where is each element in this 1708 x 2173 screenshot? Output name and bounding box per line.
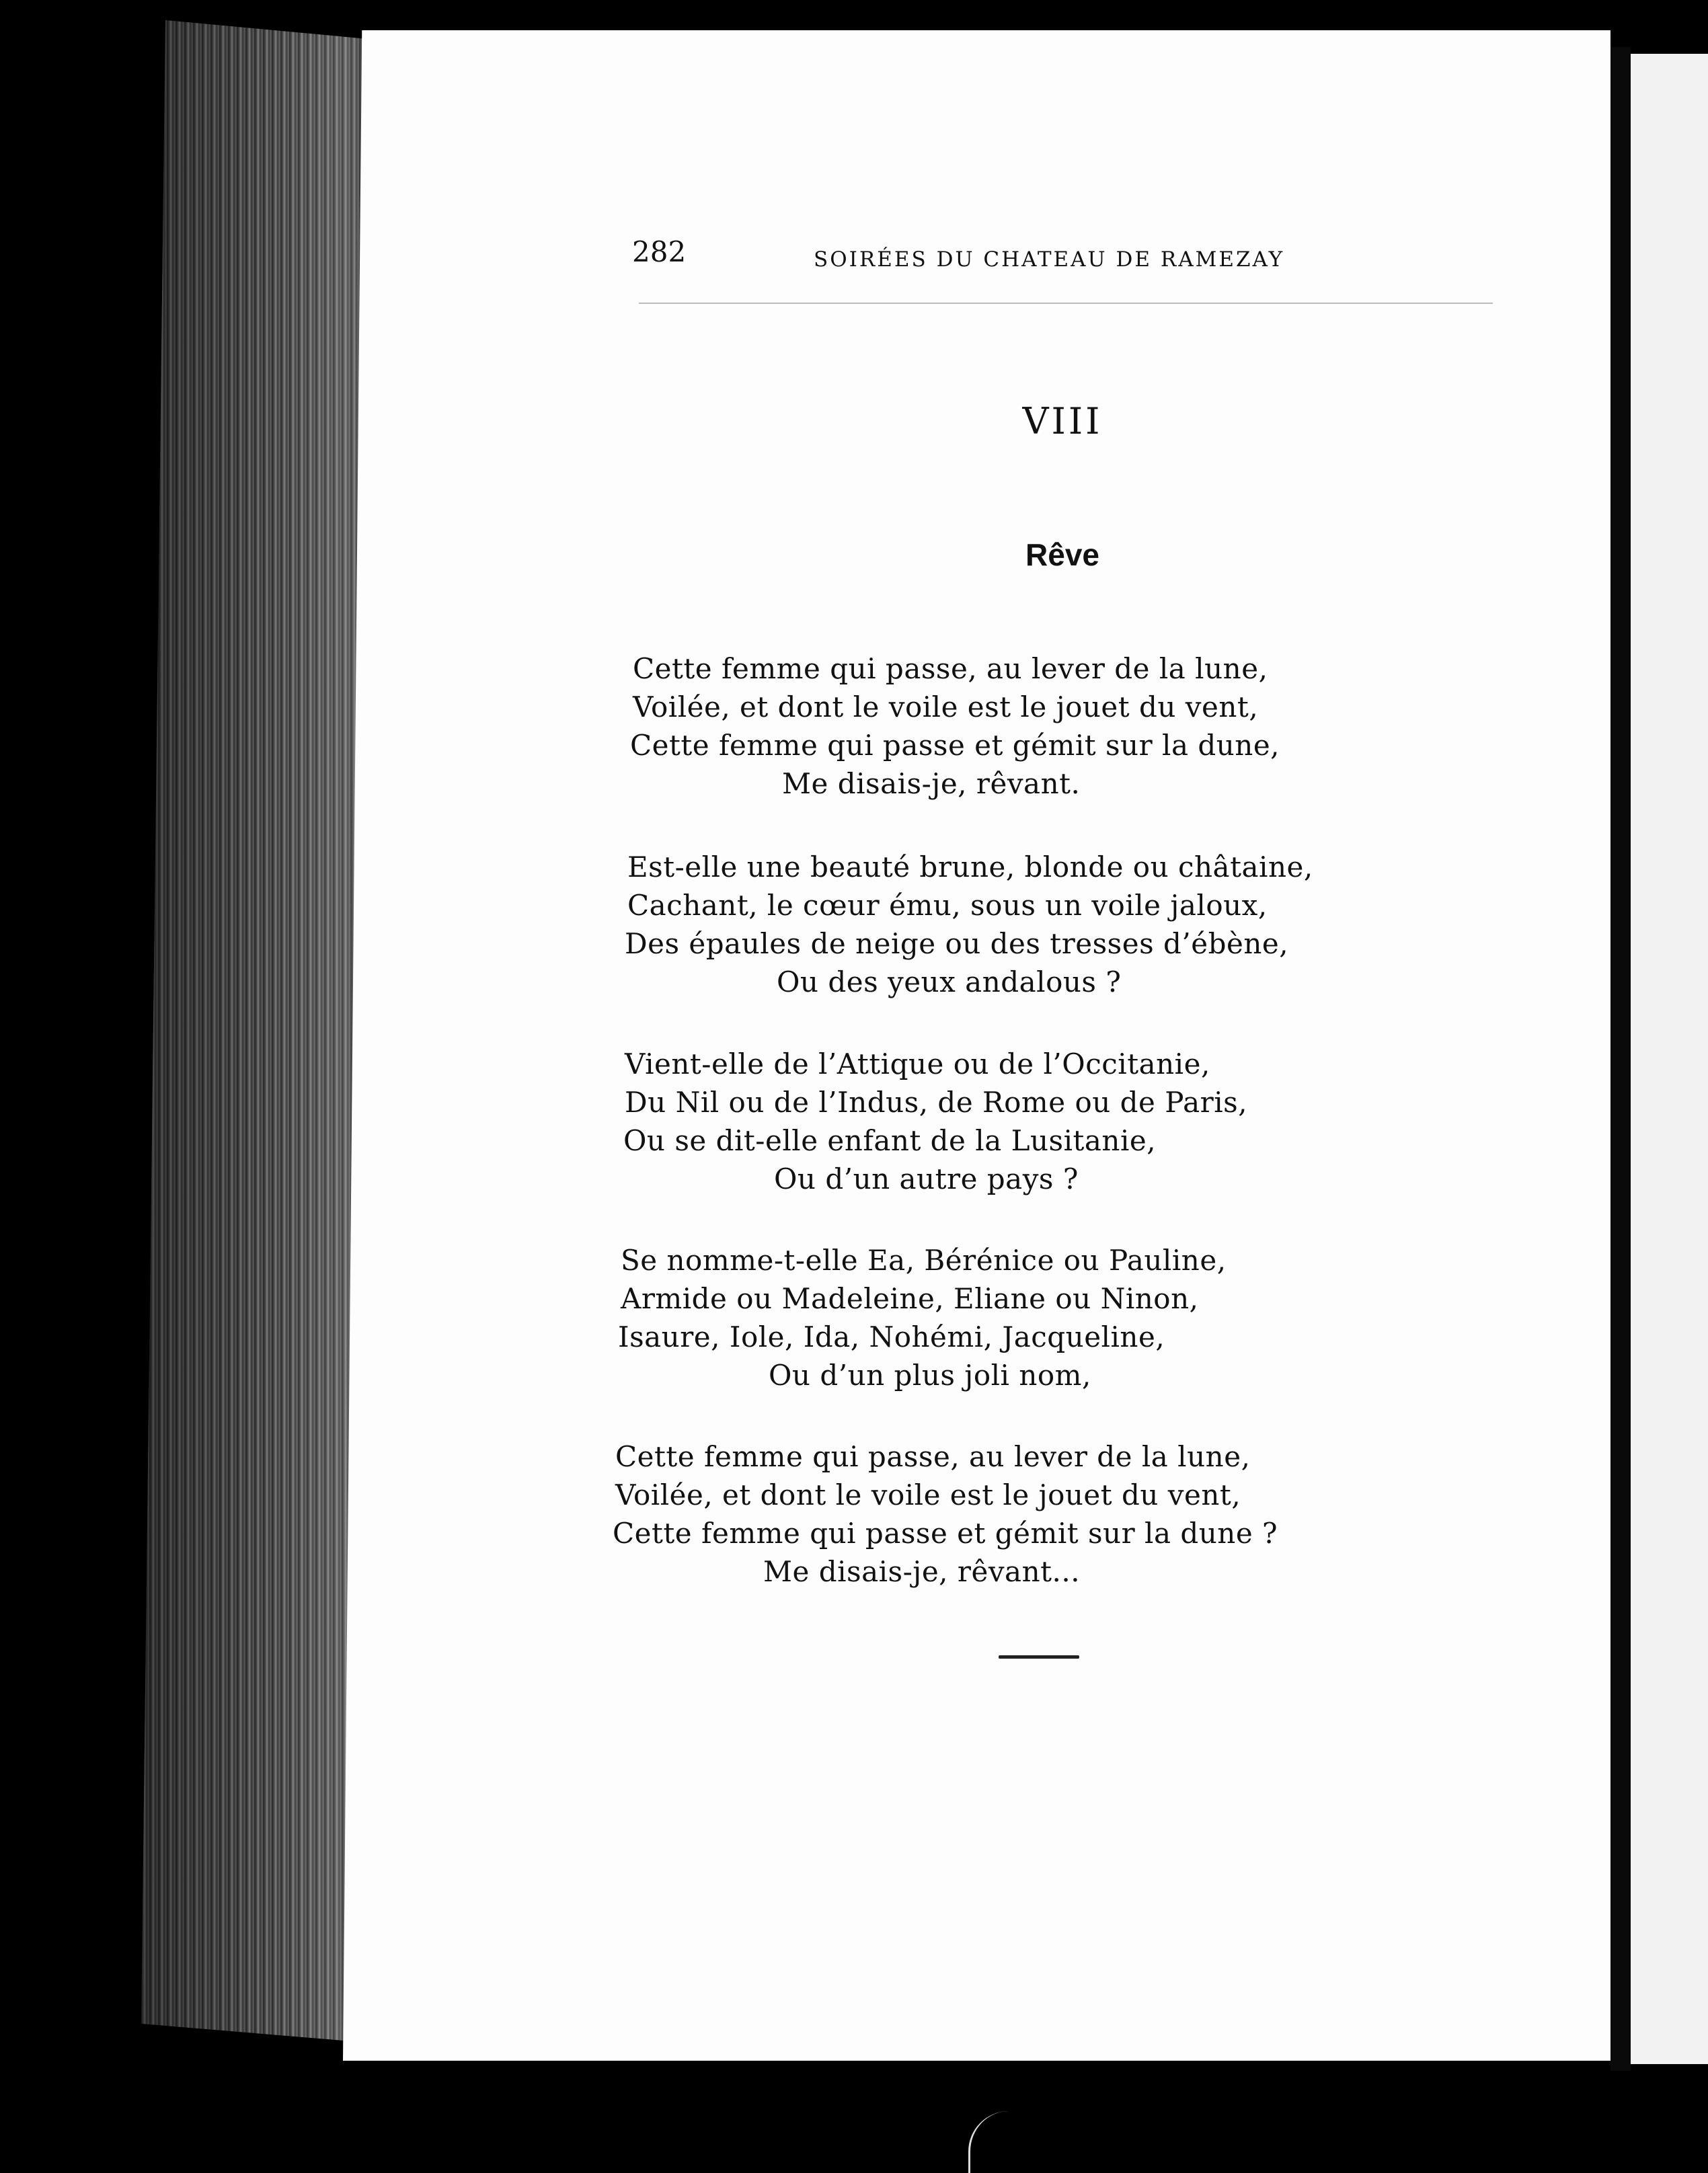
poem-line: Armide ou Madeleine, Eliane ou Ninon,	[621, 1282, 1199, 1315]
poem-line: Cette femme qui passe et gémit sur la dune ?	[613, 1517, 1278, 1550]
poem-line: Me disais-je, rêvant...	[763, 1555, 1081, 1588]
poem-line: Cette femme qui passe, au lever de la lune,	[615, 1440, 1251, 1473]
poem-line: Voilée, et dont le voile est le jouet du vent,	[633, 690, 1259, 723]
poem-line: Me disais-je, rêvant.	[782, 767, 1081, 800]
poem-line: Est-elle une beauté brune, blonde ou châtaine,	[627, 851, 1313, 883]
poem-line: Ou d’un autre pays ?	[774, 1162, 1079, 1195]
page-number: 282	[632, 235, 687, 268]
poem-line: Vient-elle de l’Attique ou de l’Occitanie,	[625, 1048, 1210, 1080]
section-number: VIII	[1022, 400, 1103, 442]
scan-artifact	[968, 2111, 1011, 2173]
running-head-title: SOIRÉES DU CHATEAU DE RAMEZAY	[814, 247, 1285, 272]
running-head	[632, 235, 1318, 282]
poem-line: Des épaules de neige ou des tresses d’ébène,	[625, 927, 1289, 960]
poem-line: Ou se dit-elle enfant de la Lusitanie,	[623, 1124, 1157, 1157]
poem-line: Cette femme qui passe et gémit sur la dune,	[630, 729, 1280, 762]
poem-line: Ou d’un plus joli nom,	[769, 1359, 1091, 1392]
poem-line: Cette femme qui passe, au lever de la lune,	[633, 652, 1268, 685]
poem-line: Se nomme-t-elle Ea, Bérénice ou Pauline,	[621, 1244, 1227, 1277]
poem-title: Rêve	[1025, 537, 1099, 572]
end-ornament	[999, 1655, 1079, 1659]
poem-line: Isaure, Iole, Ida, Nohémi, Jacqueline,	[618, 1320, 1165, 1353]
next-page-edge	[1631, 54, 1708, 2064]
book-gutter	[1610, 47, 1631, 2071]
poem-line: Voilée, et dont le voile est le jouet du vent,	[615, 1478, 1241, 1511]
poem-line: Cachant, le cœur ému, sous un voile jaloux,	[627, 889, 1268, 922]
poem	[609, 652, 1368, 1614]
poem-line: Du Nil ou de l’Indus, de Rome ou de Paris,	[625, 1086, 1248, 1119]
header-rule	[639, 303, 1493, 304]
poem-line: Ou des yeux andalous ?	[777, 965, 1122, 998]
